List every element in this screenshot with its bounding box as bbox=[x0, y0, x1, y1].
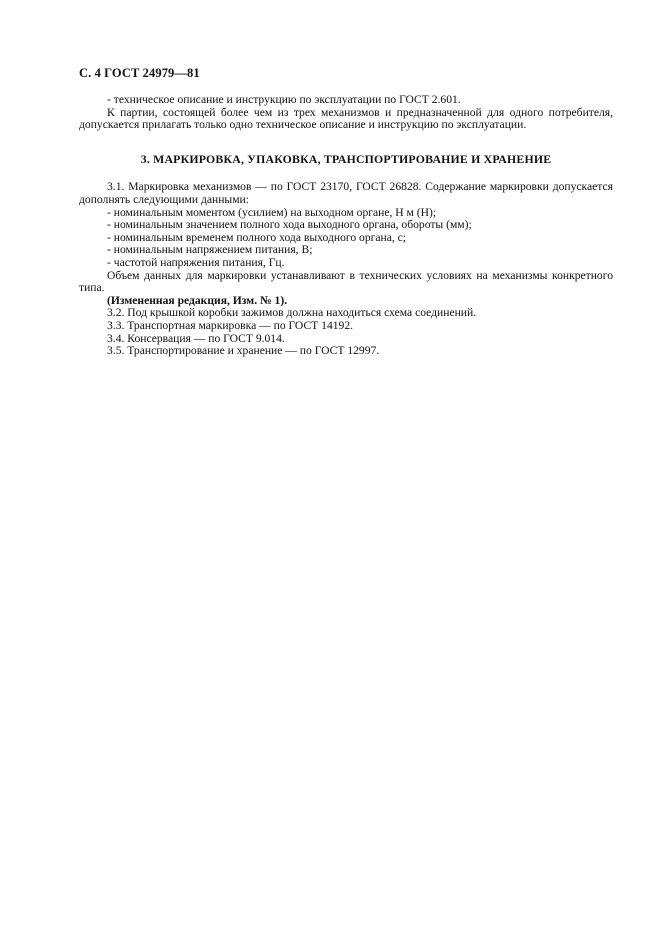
section-3-title: 3. МАРКИРОВКА, УПАКОВКА, ТРАНСПОРТИРОВАНИЕ И ХРАНЕНИЕ bbox=[140, 151, 552, 166]
marking-item-stroke: - номинальным значением полного хода выходного органа, обороты (мм); bbox=[107, 218, 472, 232]
clause-3-3: 3.3. Транспортная маркировка — по ГОСТ 14192. bbox=[107, 318, 354, 332]
intro-paragraph-2: К партии, состоящей более чем из трех механизмов и предназначенной для одного потребителя, допускается прилагать только одно техническое описание и инструкцию по эксплуатации. bbox=[79, 105, 613, 132]
page-header: С. 4 ГОСТ 24979—81 bbox=[79, 66, 200, 80]
marking-item-torque: - номинальным моментом (усилием) на выходном органе, Н м (Н); bbox=[107, 205, 437, 219]
clause-3-2: 3.2. Под крышкой коробки зажимов должна находиться схема соединений. bbox=[107, 306, 477, 320]
clause-3-1: 3.1. Маркировка механизмов — по ГОСТ 23170, ГОСТ 26828. Содержание маркировки допускается дополнять следующими данными: bbox=[79, 180, 613, 206]
amendment-note: (Измененная редакция, Изм. № 1). bbox=[107, 293, 288, 307]
marking-item-frequency: - частотой напряжения питания, Гц. bbox=[107, 255, 285, 269]
marking-item-voltage: - номинальным напряжением питания, В; bbox=[107, 243, 313, 257]
volume-note: Объем данных для маркировки устанавливают в технических условиях на механизмы конкретного типа. bbox=[79, 268, 613, 295]
clause-3-5: 3.5. Транспортирование и хранение — по ГОСТ 12997. bbox=[107, 344, 380, 358]
document-body bbox=[79, 94, 613, 358]
clause-3-4: 3.4. Консервация — по ГОСТ 9.014. bbox=[107, 331, 285, 345]
intro-line-1: - техническое описание и инструкцию по эксплуатации по ГОСТ 2.601. bbox=[107, 93, 461, 106]
marking-item-stroke-time: - номинальным временем полного хода выходного органа, с; bbox=[107, 230, 407, 244]
